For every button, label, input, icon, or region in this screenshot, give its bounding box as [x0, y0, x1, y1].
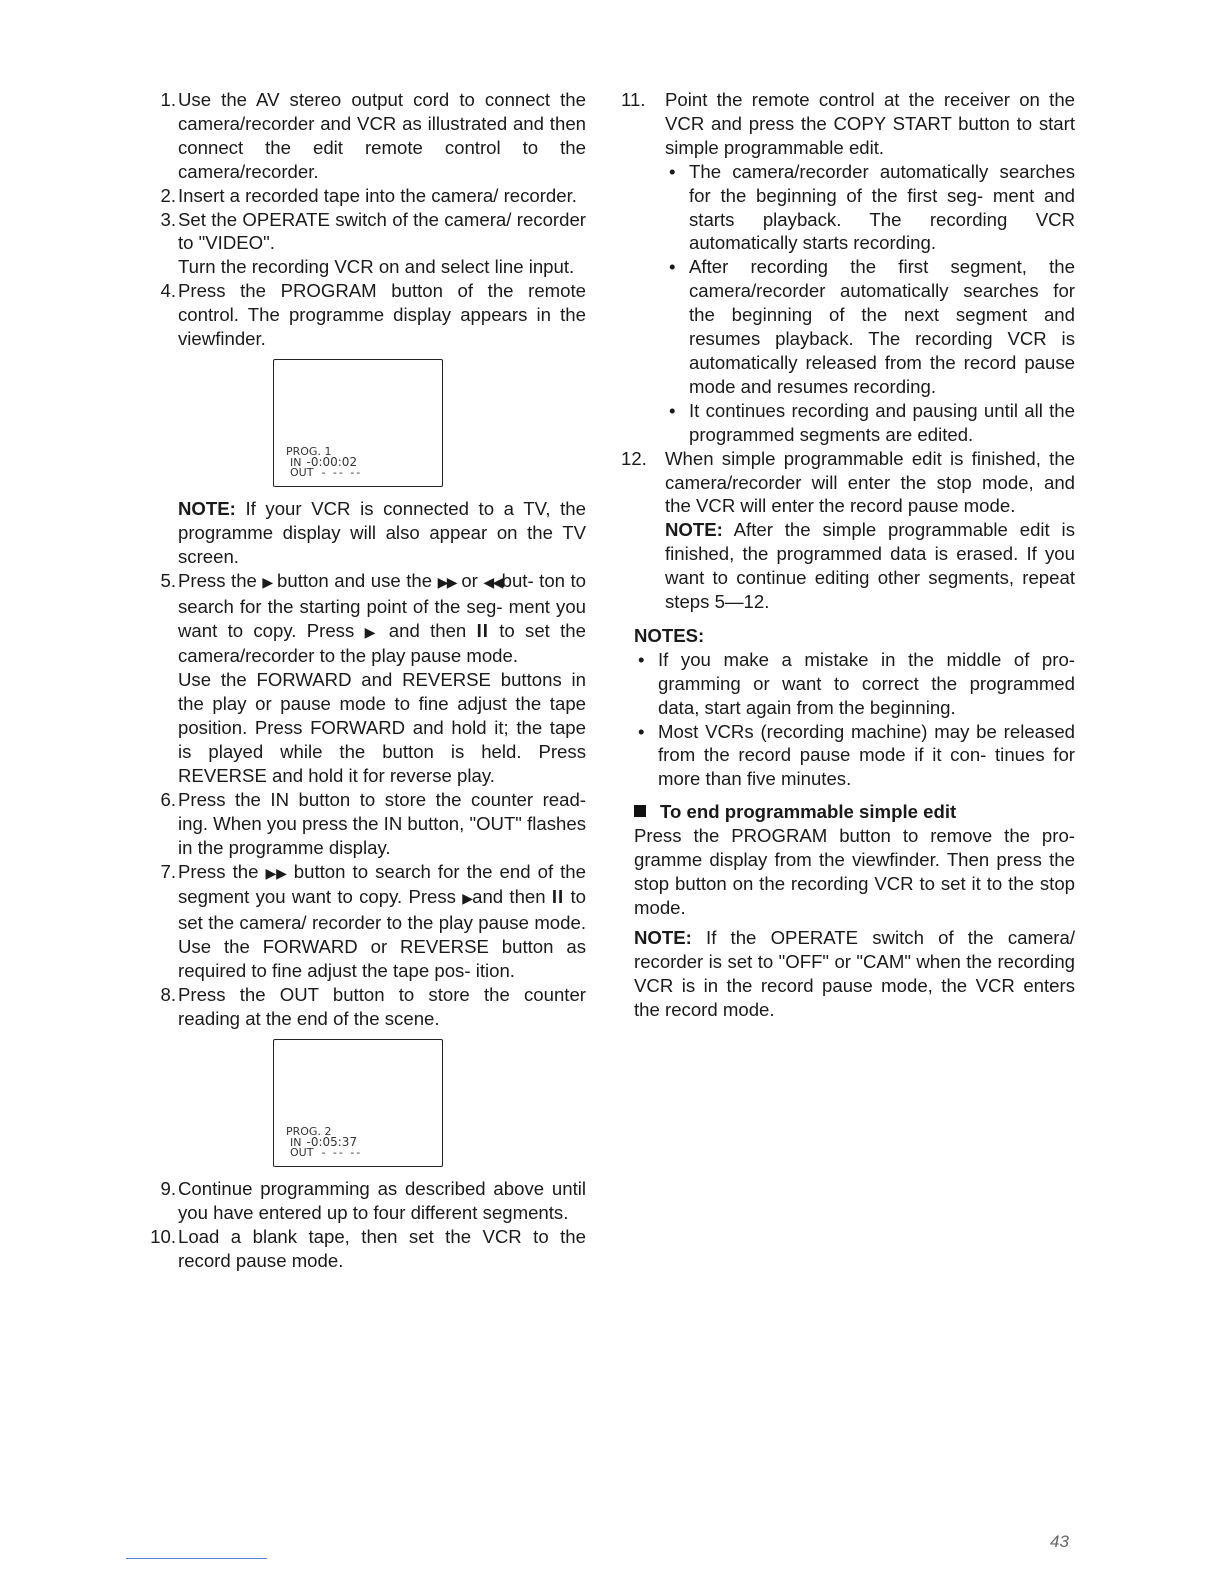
step-number: 2. [160, 184, 176, 206]
step-number: 1. [160, 89, 176, 110]
note-tv [150, 497, 586, 569]
step-4 [150, 279, 586, 351]
out-label: OUT [290, 1145, 314, 1159]
step-10 [150, 1225, 586, 1273]
step-text-part: and then [388, 619, 467, 641]
programme-display [286, 444, 363, 479]
step-8 [150, 983, 586, 1031]
step-text: Continue programming as described above until you have entered up to four different segments. [178, 1177, 586, 1223]
notes-item: • Most VCRs (recording machine) may be released from the record pause mode if it con- tinues for more than five minutes. [638, 720, 1075, 790]
note-label: NOTE: [665, 519, 723, 541]
footer-rule [126, 1558, 267, 1559]
step-number: 3. [160, 208, 176, 230]
prog-label: PROG. 2 [286, 1124, 332, 1138]
note-item-text: If you make a mistake in the middle of pro- gramming or want to correct the programmed data, start again from the beginning. [658, 648, 1075, 718]
fast-forward-icon: ▶▶ [437, 573, 456, 590]
note-text: If the OPERATE switch of the camera/ recorder is set to "OFF" or "CAM" when the recording VCR is in the record pause mode, the VCR enters the record mode. [634, 926, 1075, 1020]
note-text: After the simple programmable edit is finished, the programmed data is erased. If you want to continue editing other segments, repeat steps 5—12. [665, 519, 1075, 613]
step-text: Insert a recorded tape into the camera/ recorder. [178, 184, 577, 206]
step-text: Set the OPERATE switch of the camera/ recorder to "VIDEO". [178, 208, 586, 254]
step-11 [621, 88, 1075, 447]
step-1 [150, 88, 586, 184]
page-number: 43 [1050, 1532, 1069, 1551]
pause-icon: II [551, 886, 565, 908]
pause-icon: II [476, 619, 489, 641]
step-text: Load a blank tape, then set the VCR to the record pause mode. [178, 1225, 586, 1271]
step-3 [150, 208, 586, 280]
step-text-part: to set the camera/ recorder to the play pause mode. Use the FORWARD or REVERSE button as required to fine adjust the tape pos- ition. [178, 886, 586, 982]
step-7 [150, 860, 586, 984]
bullet-item: • It continues recording and pausing until all the programmed segments are edited. [669, 399, 1075, 445]
step-text-part: to set the camera/recorder to the play pause mode. [178, 619, 586, 667]
step-text-part: button and use the [277, 569, 433, 591]
step-text: Use the AV stereo output cord to connect the camera/recorder and VCR as illustrated and then connect the edit remote control to the camera/recorder. [178, 89, 586, 182]
section-text: Press the PROGRAM button to remove the pro- gramme display from the viewfinder. Then press the stop button on the recording VCR to set it to the stop mode. [634, 825, 1075, 918]
programme-display [286, 1124, 363, 1159]
step-text: Press the PROGRAM button of the remote control. The programme display appears in the viewfinder. [178, 280, 586, 350]
step-text-part: button to search for the end of the segment you want to copy. Press [178, 860, 586, 908]
step-number: 6. [160, 788, 176, 810]
note-text: If your VCR is connected to a TV, the programme display will also appear on the TV screen. [178, 497, 586, 567]
section-heading-text: To end programmable simple edit [660, 801, 957, 823]
out-label: OUT [290, 465, 314, 479]
right-column [621, 88, 1075, 1021]
in-label: IN [290, 455, 302, 469]
square-bullet-icon [634, 805, 646, 817]
step-2 [150, 184, 586, 208]
notes-heading: NOTES: [634, 624, 705, 646]
step-number: 4. [160, 280, 176, 302]
bullet-text: After recording the first segment, the camera/recorder automatically searches for the beginning of the next segment and resumes playback. The recording VCR is automatically released from the record pause mode and resumes recording. [689, 256, 1075, 397]
bullet-text: It continues recording and pausing until all the programmed segments are edited. [689, 399, 1075, 445]
step-text-part: but- ton to search for the starting point of the seg- ment you want to copy. Press [178, 569, 587, 641]
step-number: 8. [160, 984, 176, 1006]
viewfinder-display-2 [273, 1039, 443, 1167]
in-counter: -0:05:37 [306, 1134, 358, 1149]
step-text: Press the IN button to store the counter read- ing. When you press the IN button, "OUT" flashes in the programme display. [178, 788, 586, 858]
step-number: 10. [150, 1225, 176, 1247]
step-text-part: Press the [178, 860, 259, 882]
out-counter: - -- -- [321, 1145, 363, 1159]
step-text-part: and then [472, 886, 546, 908]
in-label: IN [290, 1135, 302, 1149]
step-text: Point the remote control at the receiver on the VCR and press the COPY START button to start simple programmable edit. [665, 89, 1075, 158]
step-continuation: Turn the recording VCR on and select line input. [178, 256, 575, 278]
step-text: When simple programmable edit is finished, the camera/recorder will enter the stop mode, and the VCR will enter the record pause mode. [665, 447, 1075, 517]
step-number: 11. [621, 89, 646, 110]
step-12 [621, 447, 1075, 614]
step-continuation: Use the FORWARD and REVERSE buttons in the play or pause mode to fine adjust the tape position. Press FORWARD and hold it; the tape is played while the button is held. Press REVERSE and hold it for reverse play. [178, 669, 586, 786]
step-number: 5. [160, 569, 176, 591]
note-label: NOTE: [178, 497, 236, 519]
step-text-part: or [461, 569, 478, 591]
fast-forward-icon: ▶▶ [265, 864, 287, 881]
rewind-icon: ◀◀ [483, 573, 502, 590]
notes-item: • If you make a mistake in the middle of pro- gramming or want to correct the programmed data, start again from the beginning. [638, 648, 1075, 718]
play-icon: ▶ [462, 890, 473, 907]
step-number: 12. [621, 447, 647, 469]
in-counter: -0:00:02 [306, 454, 358, 469]
play-icon: ▶ [262, 573, 272, 590]
prog-label: PROG. 1 [286, 444, 332, 458]
viewfinder-display-1 [273, 359, 443, 487]
step-number: 9. [160, 1177, 176, 1199]
note-item-text: Most VCRs (recording machine) may be released from the record pause mode if it con- tinues for more than five minutes. [658, 720, 1075, 790]
bullet-text: The camera/recorder automatically searches for the beginning of the first seg- ment and starts playback. The recording VCR automatically starts recording. [689, 160, 1075, 254]
step-6 [150, 788, 586, 860]
step-text-part: Press the [178, 569, 257, 591]
step-5 [150, 569, 586, 788]
step-9 [150, 1177, 586, 1225]
bullet-item: • The camera/recorder automatically searches for the beginning of the first seg- ment and starts playback. The recording VCR automatically starts recording. [669, 160, 1075, 254]
left-column [150, 88, 586, 1273]
note-label: NOTE: [634, 926, 692, 948]
section-heading [634, 800, 1075, 824]
step-text: Press the OUT button to store the counter reading at the end of the scene. [178, 984, 586, 1029]
play-icon: ▶ [364, 623, 379, 640]
out-counter: - -- -- [321, 465, 363, 479]
step-number: 7. [160, 860, 176, 882]
final-note [634, 926, 1075, 1022]
bullet-item: • After recording the first segment, the camera/recorder automatically searches for the beginning of the next segment and resumes playback. The recording VCR is automatically released from the record pause mode and resumes recording. [669, 256, 1075, 397]
